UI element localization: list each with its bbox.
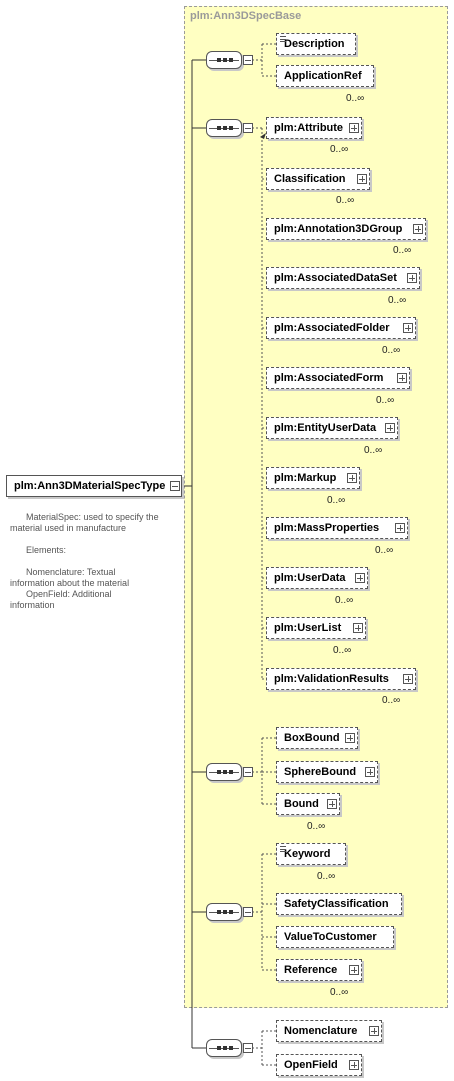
documentation-icon: [280, 36, 286, 43]
element-nomenclature[interactable]: Nomenclature: [276, 1020, 382, 1042]
expand-icon[interactable]: [397, 373, 407, 383]
cardinality-label: 0..∞: [346, 93, 365, 104]
element-annotation-3d-group[interactable]: plm:Annotation3DGroup: [266, 218, 426, 240]
doc-line-5: information about the material: [10, 578, 130, 588]
cardinality-label: 0..∞: [388, 295, 407, 306]
element-application-ref[interactable]: ApplicationRef: [276, 65, 374, 87]
element-user-list[interactable]: plm:UserList: [266, 617, 366, 639]
element-validation-results[interactable]: plm:ValidationResults: [266, 668, 416, 690]
collapse-icon[interactable]: [243, 55, 253, 65]
documentation-icon: [280, 846, 286, 853]
element-box-bound[interactable]: BoxBound: [276, 727, 358, 749]
sequence-compositor-1[interactable]: [206, 51, 246, 73]
cardinality-label: 0..∞: [364, 445, 383, 456]
element-open-field[interactable]: OpenField: [276, 1054, 362, 1076]
expand-icon[interactable]: [365, 767, 375, 777]
expand-icon[interactable]: [369, 1026, 379, 1036]
cardinality-label: 0..∞: [335, 595, 354, 606]
base-type-title: plm:Ann3DSpecBase: [190, 10, 302, 22]
sequence-icon: [206, 763, 242, 781]
expand-icon[interactable]: [403, 674, 413, 684]
sequence-icon: [206, 903, 242, 921]
element-entity-user-data[interactable]: plm:EntityUserData: [266, 417, 398, 439]
doc-line-2: material used in manufacture: [10, 523, 127, 533]
doc-line-1: MaterialSpec: used to specify the: [26, 512, 159, 522]
cardinality-label: 0..∞: [393, 245, 412, 256]
cardinality-label: 0..∞: [330, 987, 349, 998]
sequence-compositor-3[interactable]: [206, 763, 246, 785]
expand-icon[interactable]: [349, 1060, 359, 1070]
element-associated-folder[interactable]: plm:AssociatedFolder: [266, 317, 416, 339]
collapse-icon[interactable]: [243, 123, 253, 133]
element-reference[interactable]: Reference: [276, 959, 362, 981]
expand-icon[interactable]: [395, 523, 405, 533]
cardinality-label: 0..∞: [376, 395, 395, 406]
expand-icon[interactable]: [347, 473, 357, 483]
element-markup[interactable]: plm:Markup: [266, 467, 360, 489]
element-associated-data-set[interactable]: plm:AssociatedDataSet: [266, 267, 420, 289]
collapse-icon[interactable]: [243, 1043, 253, 1053]
sequence-compositor-4[interactable]: [206, 903, 246, 925]
element-classification[interactable]: Classification: [266, 168, 370, 190]
element-user-data[interactable]: plm:UserData: [266, 567, 368, 589]
element-mass-properties[interactable]: plm:MassProperties: [266, 517, 408, 539]
cardinality-label: 0..∞: [307, 821, 326, 832]
collapse-icon[interactable]: [243, 907, 253, 917]
element-safety-classification[interactable]: SafetyClassification: [276, 893, 402, 915]
element-keyword[interactable]: Keyword: [276, 843, 346, 865]
expand-icon[interactable]: [413, 224, 423, 234]
root-element-label: plm:Ann3DMaterialSpecType: [14, 480, 166, 492]
element-attribute[interactable]: plm:Attribute: [266, 117, 362, 139]
element-sphere-bound[interactable]: SphereBound: [276, 761, 378, 783]
cardinality-label: 0..∞: [382, 695, 401, 706]
element-value-to-customer[interactable]: ValueToCustomer: [276, 926, 394, 948]
collapse-icon[interactable]: [170, 481, 180, 491]
cardinality-label: 0..∞: [330, 144, 349, 155]
doc-line-7: information: [10, 600, 55, 610]
expand-icon[interactable]: [349, 123, 359, 133]
cardinality-label: 0..∞: [333, 645, 352, 656]
sequence-icon: [206, 119, 242, 137]
expand-icon[interactable]: [353, 623, 363, 633]
expand-icon[interactable]: [385, 423, 395, 433]
cardinality-label: 0..∞: [375, 545, 394, 556]
expand-icon[interactable]: [403, 323, 413, 333]
cardinality-label: 0..∞: [336, 195, 355, 206]
sequence-icon: [206, 1039, 242, 1057]
documentation-annotation: [10, 512, 182, 611]
sequence-compositor-5[interactable]: [206, 1039, 246, 1061]
cardinality-label: 0..∞: [382, 345, 401, 356]
element-associated-form[interactable]: plm:AssociatedForm: [266, 367, 410, 389]
cardinality-label: 0..∞: [327, 495, 346, 506]
doc-line-4: Nomenclature: Textual: [26, 567, 116, 577]
expand-icon[interactable]: [357, 174, 367, 184]
doc-line-3: Elements:: [26, 545, 67, 555]
expand-icon[interactable]: [355, 573, 365, 583]
sequence-compositor-2[interactable]: [206, 119, 246, 141]
expand-icon[interactable]: [407, 273, 417, 283]
collapse-icon[interactable]: [243, 767, 253, 777]
expand-icon[interactable]: [345, 733, 355, 743]
sequence-icon: [206, 51, 242, 69]
root-element-node[interactable]: [6, 475, 182, 497]
element-bound[interactable]: Bound: [276, 793, 340, 815]
expand-icon[interactable]: [327, 799, 337, 809]
element-description[interactable]: Description: [276, 33, 356, 55]
doc-line-6: OpenField: Additional: [26, 589, 112, 599]
cardinality-label: 0..∞: [317, 871, 336, 882]
expand-icon[interactable]: [349, 965, 359, 975]
